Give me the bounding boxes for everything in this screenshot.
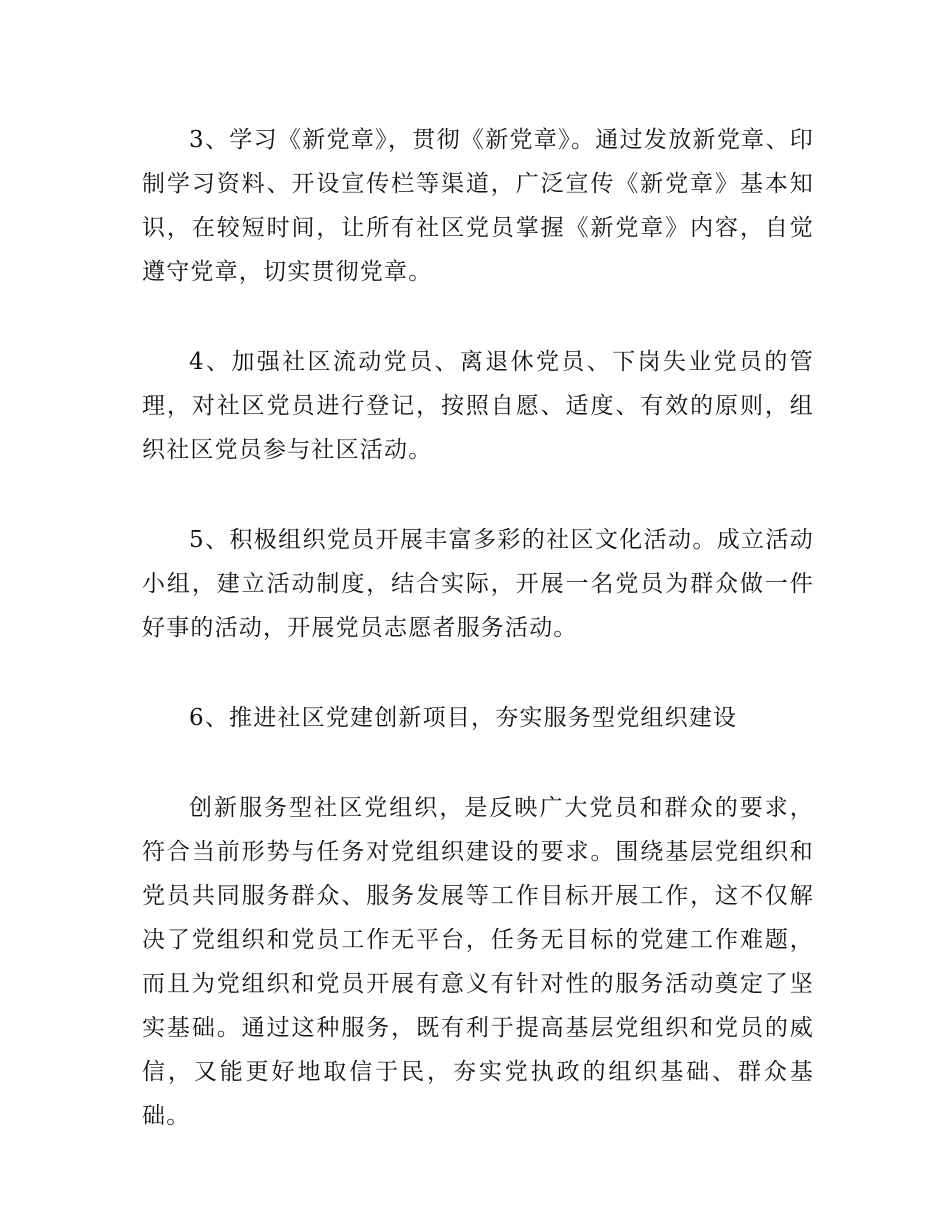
paragraph-service-organization: 创新服务型社区党组织，是反映广大党员和群众的要求，符合当前形势与任务对党组织建设的要求。围绕基层党组织和党员共同服务群众、服务发展等工作目标开展工作，这不仅解决了党组织和党员工作无平台，任务无目标的党建工作难题，而且为党组织和党员开展有意义有针对性的服务活动奠定了坚实基础。通过这种服务，既有利于提高基层党组织和党员的威信，又能更好地取信于民，夯实党执政的组织基础、群众基础。 — [142, 795, 814, 1129]
paragraph-cultural-activities: 5、积极组织党员开展丰富多彩的社区文化活动。成立活动小组，建立活动制度，结合实际，开展一名党员为群众做一件好事的活动，开展党员志愿者服务活动。 — [142, 527, 814, 641]
paragraph-member-management: 4、加强社区流动党员、离退休党员、下岗失业党员的管理，对社区党员进行登记，按照自愿、适度、有效的原则，组织社区党员参与社区活动。 — [142, 349, 814, 463]
document-body — [142, 118, 814, 1184]
paragraph-innovation-heading: 6、推进社区党建创新项目，夯实服务型党组织建设 — [189, 705, 738, 731]
paragraph-study-party-constitution: 3、学习《新党章》，贯彻《新党章》。通过发放新党章、印制学习资料、开设宣传栏等渠道，广泛宣传《新党章》基本知识，在较短时间，让所有社区党员掌握《新党章》内容，自觉遵守党章，切实贯彻党章。 — [142, 127, 814, 285]
